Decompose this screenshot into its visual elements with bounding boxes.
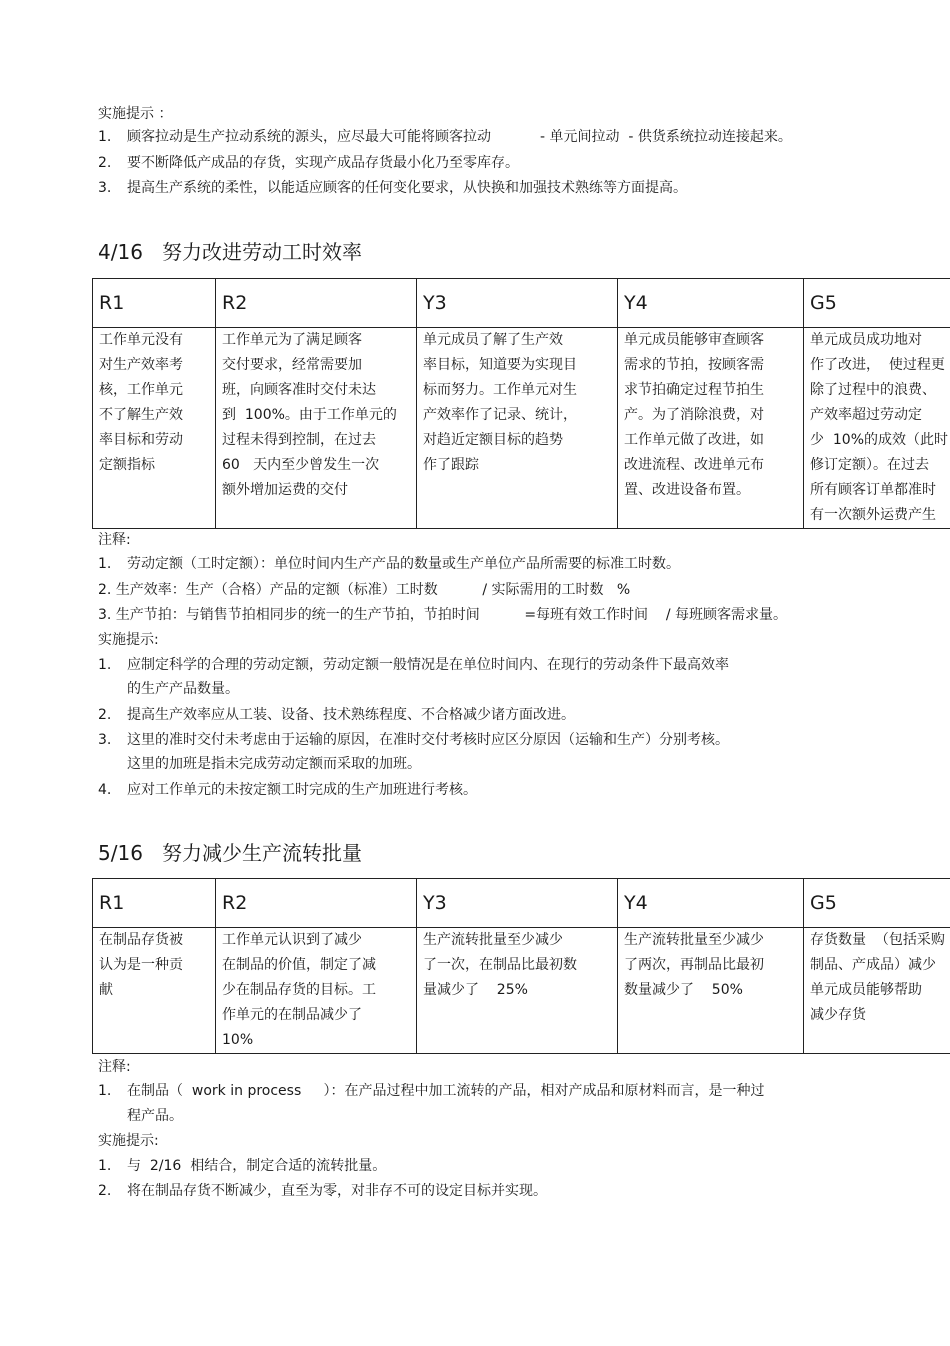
level-cell-r2: 工作单元认识到了减少 在制品的价值，制定了减 少在制品存货的目标。工 作单元的在制品减少了 10% — [216, 928, 417, 1054]
section5-heading: 5/16 努力减少生产流转批量 — [98, 841, 362, 865]
level-header-y4: Y4 — [618, 879, 804, 928]
section4-table — [92, 278, 950, 529]
level-cell-r1: 工作单元没有 对生产效率考 核，工作单元 不了解生产效 率目标和劳动 定额指标 — [93, 328, 216, 529]
note-item: 1. 在制品（ work in process ）：在产品过程中加工流转的产品，相对产成品和原材料而言，是一种过 — [98, 1083, 765, 1099]
section5-notes-title: 注释: — [98, 1059, 131, 1075]
note-item: 2. 生产效率：生产（合格）产品的定额（标准）工时数 / 实际需用的工时数 % — [98, 582, 631, 598]
level-cell-y4: 单元成员能够审查顾客 需求的节拍，按顾客需 求节拍确定过程节拍生 产。为了消除浪费，对 工作单元做了改进，如 改进流程、改进单元布 置、改进设备布置。 — [618, 328, 804, 529]
hint-item: 2. 提高生产效率应从工装、设备、技术熟练程度、不合格减少诸方面改进。 — [98, 707, 575, 723]
hint-item: 3. 这里的准时交付未考虑由于运输的原因，在准时交付考核时应区分原因（运输和生产）分别考核。 — [98, 732, 729, 748]
level-header-y4: Y4 — [618, 279, 804, 328]
table-header-row — [93, 279, 950, 328]
level-header-g5: G5 — [804, 279, 950, 328]
level-header-r2: R2 — [216, 279, 417, 328]
level-cell-r2: 工作单元为了满足顾客 交付要求，经常需要加 班，向顾客准时交付未达 到 100%。由于工作单元的 过程未得到控制，在过去 60 天内至少曾发生一次 额外增加运费的交付 — [216, 328, 417, 529]
hint-item: 4. 应对工作单元的未按定额工时完成的生产加班进行考核。 — [98, 782, 477, 798]
level-header-r1: R1 — [93, 879, 216, 928]
level-cell-r1: 在制品存货被 认为是一种贡 献 — [93, 928, 216, 1054]
level-cell-y3: 生产流转批量至少减少 了一次，在制品比最初数 量减少了 25% — [417, 928, 618, 1054]
level-header-y3: Y3 — [417, 879, 618, 928]
hints-top-item: 1. 顾客拉动是生产拉动系统的源头，应尽最大可能将顾客拉动 - 单元间拉动 - 供货系统拉动连接起来。 — [98, 129, 792, 145]
section4-notes-title: 注释: — [98, 532, 131, 548]
hint-item-continued: 这里的加班是指未完成劳动定额而采取的加班。 — [127, 756, 421, 772]
level-cell-y3: 单元成员了解了生产效 率目标，知道要为实现目 标而努力。工作单元对生 产效率作了记录、统计， 对趋近定额目标的趋势 作了跟踪 — [417, 328, 618, 529]
hints-top-item: 2. 要不断降低产成品的存货，实现产成品存货最小化乃至零库存。 — [98, 155, 519, 171]
level-cell-y4: 生产流转批量至少减少 了两次，再制品比最初 数量减少了 50% — [618, 928, 804, 1054]
note-item: 3. 生产节拍：与销售节拍相同步的统一的生产节拍，节拍时间 =每班有效工作时间 / 每班顾客需求量。 — [98, 607, 788, 623]
hint-item: 1. 应制定科学的合理的劳动定额，劳动定额一般情况是在单位时间内、在现行的劳动条件下最高效率 — [98, 657, 729, 673]
table-header-row — [93, 879, 950, 928]
level-header-y3: Y3 — [417, 279, 618, 328]
section5-table — [92, 878, 950, 1054]
table-row — [93, 328, 950, 529]
hints-top-title: 实施提示 ： — [98, 106, 173, 122]
section5-hints-title: 实施提示: — [98, 1133, 159, 1149]
note-item-continued: 程产品。 — [127, 1108, 183, 1124]
level-header-r1: R1 — [93, 279, 216, 328]
level-cell-g5: 单元成员成功地对 作了改进， 使过程更 除了过程中的浪费、 产效率超过劳动定 少 10%的成效（此时 修订定额）。在过去 所有顾客订单都准时 有一次额外运费产生 — [804, 328, 950, 529]
table-row — [93, 928, 950, 1054]
hints-top-item: 3. 提高生产系统的柔性，以能适应顾客的任何变化要求，从快换和加强技术熟练等方面提高。 — [98, 180, 687, 196]
note-item: 1. 劳动定额（工时定额）：单位时间内生产产品的数量或生产单位产品所需要的标准工时数。 — [98, 556, 680, 572]
hint-item-continued: 的生产产品数量。 — [127, 681, 239, 697]
hint-item: 1. 与 2/16 相结合，制定合适的流转批量。 — [98, 1158, 387, 1174]
section4-hints-title: 实施提示: — [98, 632, 159, 648]
section4-heading: 4/16 努力改进劳动工时效率 — [98, 240, 362, 264]
level-cell-g5: 存货数量 （包括采购 制品、产成品）减少 单元成员能够帮助 减少存货 — [804, 928, 950, 1054]
level-header-g5: G5 — [804, 879, 950, 928]
hint-item: 2. 将在制品存货不断减少，直至为零，对非存不可的设定目标并实现。 — [98, 1183, 547, 1199]
level-header-r2: R2 — [216, 879, 417, 928]
